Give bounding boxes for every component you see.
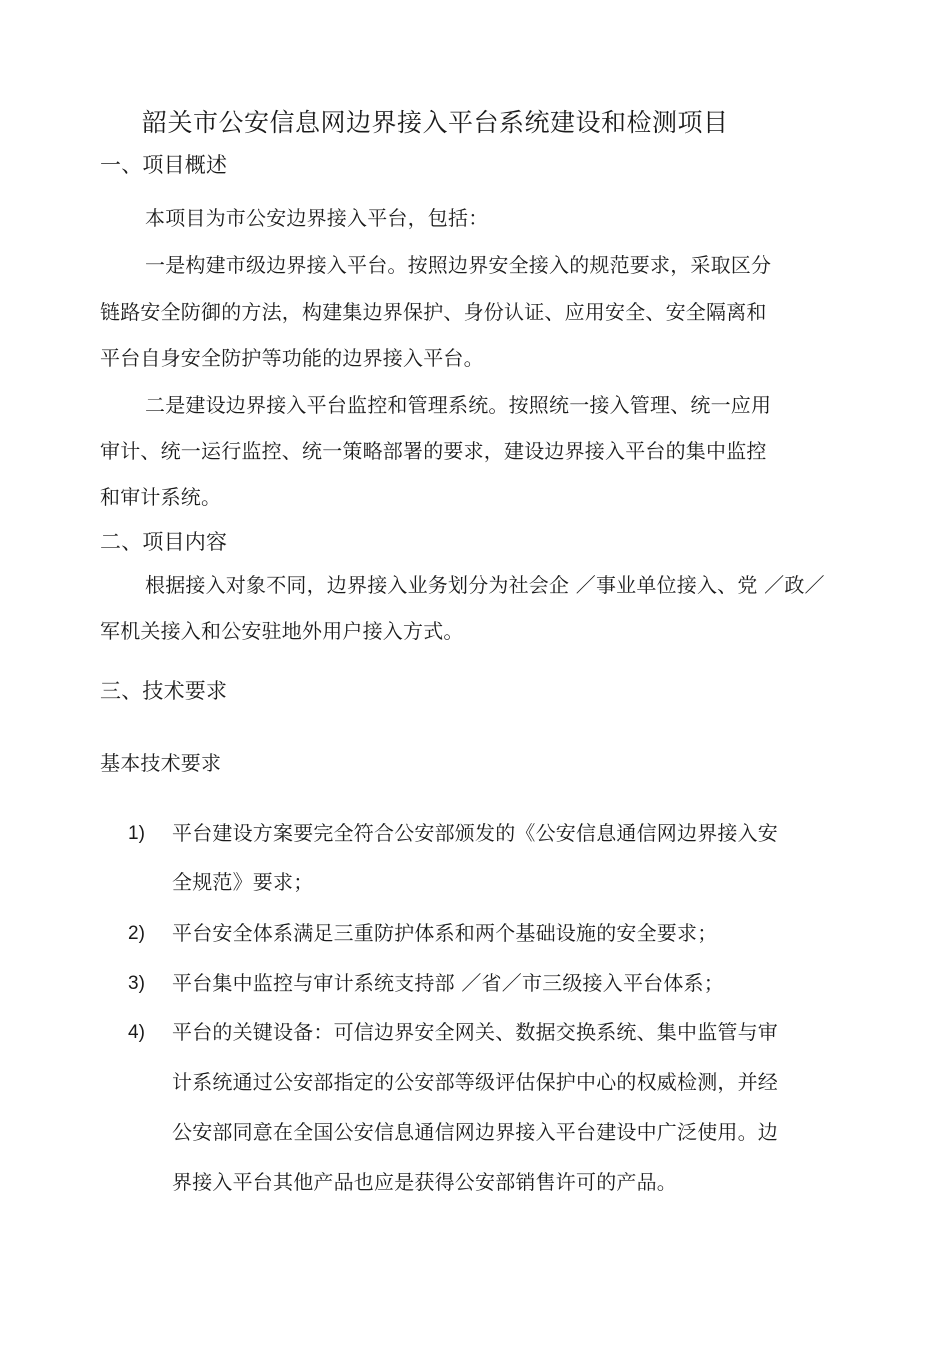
section-2-heading: 二、项目内容 — [100, 530, 228, 554]
list-item-line: 平台安全体系满足三重防护体系和两个基础设施的安全要求； — [172, 921, 718, 945]
list-item-line: 平台集中监控与审计系统支持部 ／省／市三级接入平台体系； — [172, 971, 724, 995]
list-item-line: 平台的关键设备：可信边界安全网关、数据交换系统、集中监管与审 — [172, 1020, 778, 1044]
section-2-para-line2: 军机关接入和公安驻地外用户接入方式。 — [100, 619, 464, 643]
section-2-para-line1: 根据接入对象不同，边界接入业务划分为社会企 ／事业单位接入、党 ／政／ — [145, 573, 825, 597]
section-1-item1-line3: 平台自身安全防护等功能的边界接入平台。 — [100, 346, 484, 370]
list-item-number: 3) — [128, 973, 145, 994]
section-1-item1-line2: 链路安全防御的方法，构建集边界保护、身份认证、应用安全、安全隔离和 — [100, 300, 767, 324]
document-title: 韶关市公安信息网边界接入平台系统建设和检测项目 — [142, 108, 729, 137]
list-item-number: 4) — [128, 1022, 145, 1043]
list-item-line: 平台建设方案要完全符合公安部颁发的《公安信息通信网边界接入安 — [172, 821, 778, 845]
section-1-item2-line1: 二是建设边界接入平台监控和管理系统。按照统一接入管理、统一应用 — [145, 393, 772, 417]
list-item-number: 1) — [128, 823, 145, 844]
section-1-heading: 一、项目概述 — [100, 153, 228, 177]
list-item-line: 全规范》要求； — [172, 870, 314, 894]
list-item-number: 2) — [128, 923, 145, 944]
section-1-item2-line3: 和审计系统。 — [100, 485, 222, 509]
section-1-item2-line2: 审计、统一运行监控、统一策略部署的要求，建设边界接入平台的集中监控 — [100, 439, 767, 463]
list-item-line: 计系统通过公安部指定的公安部等级评估保护中心的权威检测，并经 — [172, 1070, 778, 1094]
list-item-line: 界接入平台其他产品也应是获得公安部销售许可的产品。 — [172, 1170, 677, 1194]
section-3-heading: 三、技术要求 — [100, 679, 228, 703]
section-3-subheading: 基本技术要求 — [100, 751, 222, 775]
section-1-intro: 本项目为市公安边界接入平台，包括： — [145, 206, 489, 230]
section-1-item1-line1: 一是构建市级边界接入平台。按照边界安全接入的规范要求，采取区分 — [145, 253, 772, 277]
list-item-line: 公安部同意在全国公安信息通信网边界接入平台建设中广泛使用。边 — [172, 1120, 778, 1144]
